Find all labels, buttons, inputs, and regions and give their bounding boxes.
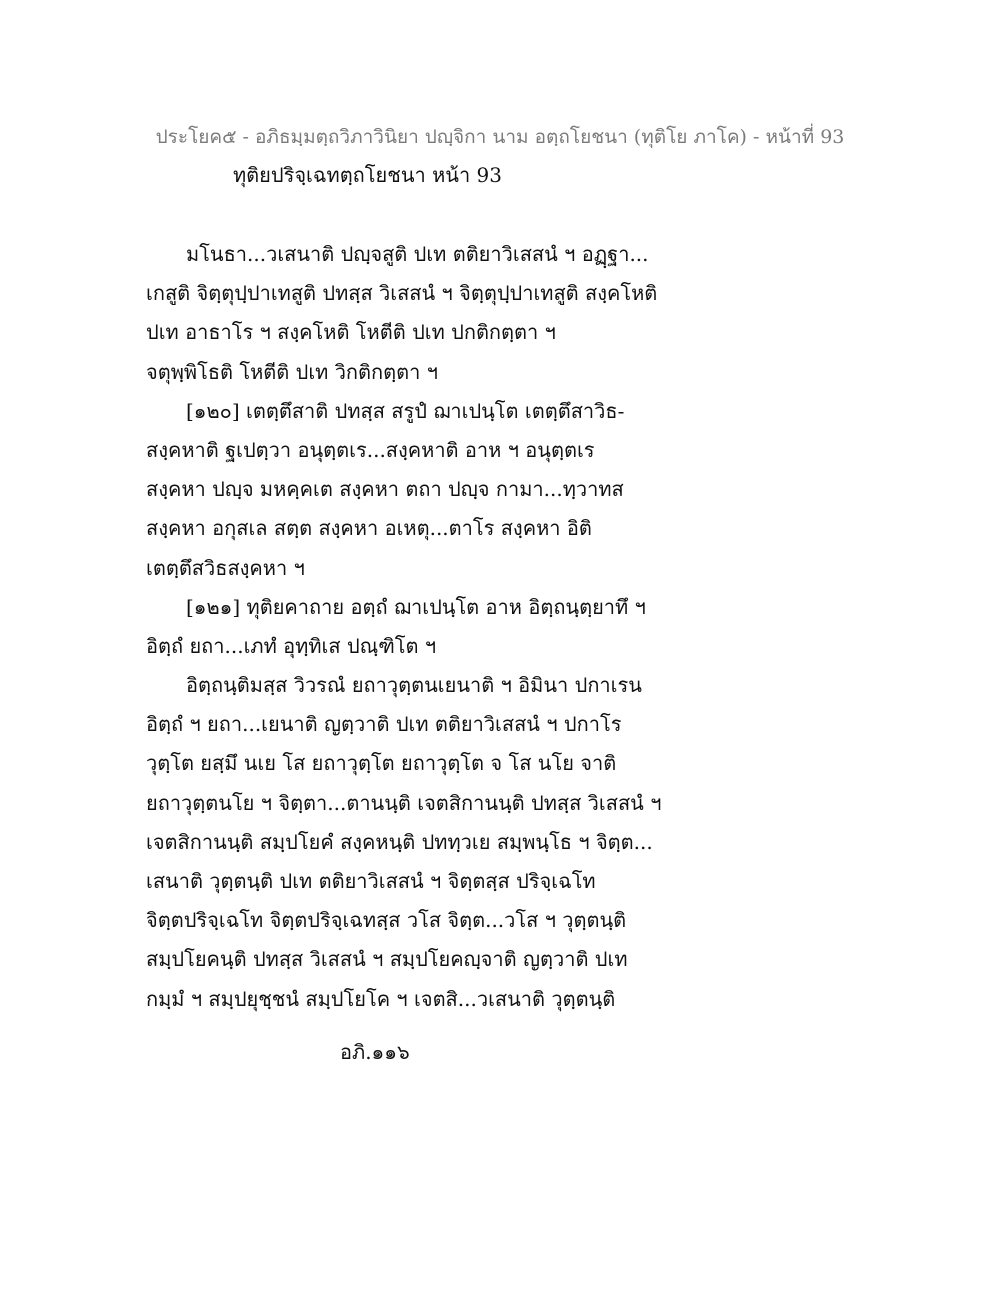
text-line: ยถาวุตฺตนโย ฯ จิตฺตา...ตานนฺติ เจตสิกานนฺติ ปทสฺส วิเสสนํ ฯ (146, 790, 662, 815)
text-line: เจตสิกานนฺติ สมฺปโยคํ สงฺคหนฺติ ปททฺวเย สมฺพนฺโธ ฯ จิตฺต... (146, 829, 653, 854)
text-line: [๑๒๐] เตตฺตึสาติ ปทสฺส สรูปํ ฌาเปนฺโต เตตฺตึสาวิธ- (186, 398, 625, 423)
text-line: สงฺคหา ปญฺจ มหคฺคเต สงฺคหา ตถา ปญฺจ กามา...ทฺวาทส (146, 477, 624, 502)
text-line: อิตฺถนฺติมสฺส วิวรณํ ยถาวุตฺตนเยนาติ ฯ อิมินา ปกาเรน (186, 673, 642, 698)
text-line: กมฺมํ ฯ สมฺปยุชฺชนํ สมฺปโยโค ฯ เจตสิ...วเสนาติ วุตฺตนฺติ (146, 986, 616, 1011)
body-text (146, 235, 866, 1019)
page-footer-marker: อภิ.๑๑๖ (340, 1040, 410, 1064)
running-header: ประโยค๕ - อภิธมฺมตฺถวิภาวินิยา ปญฺจิกา นาม อตฺถโยชนา (ทุติโย ภาโค) - หน้าที่ 93 (155, 126, 845, 148)
text-line: อิตฺถํ ฯ ยถา...เยนาติ ญตฺวาติ ปเท ตติยาวิเสสนํ ฯ ปกาโร (146, 712, 622, 737)
text-line: เตตฺตึสวิธสงฺคหา ฯ (146, 555, 305, 580)
text-line: จตุพฺพิโธติ โหตีติ ปเท วิกติกตฺตา ฯ (146, 359, 438, 384)
text-line: เสนาติ วุตฺตนฺติ ปเท ตติยาวิเสสนํ ฯ จิตฺตสฺส ปริจฺเฉโท (146, 869, 596, 893)
text-line: อิตฺถํ ยถา...เภทํ อุทฺทิเส ปณฺฑิโต ฯ (146, 633, 437, 658)
text-line: วุตฺโต ยสฺมึ นเย โส ยถาวุตฺโต ยถาวุตฺโต จ โส นโย จาติ (146, 751, 617, 776)
text-line: สงฺคหาติ ฐเปตฺวา อนุตฺตเร...สงฺคหาติ อาห ฯ อนุตฺตเร (146, 437, 595, 462)
text-line: เกสูติ จิตฺตุปฺปาเทสูติ ปทสฺส วิเสสนํ ฯ จิตฺตุปฺปาเทสูติ สงฺคโหติ (146, 281, 658, 306)
text-line: มโนธา...วเสนาติ ปญฺจสูติ ปเท ตติยาวิเสสนํ ฯ อฏฺฐา... (186, 242, 649, 266)
text-line: [๑๒๑] ทุติยคาถาย อตฺถํ ฌาเปนฺโต อาห อิตฺถนฺตฺยาทึ ฯ (186, 594, 646, 619)
text-line: สงฺคหา อกุสเล สตฺต สงฺคหา อเหตุ...ตาโร สงฺคหา อิติ (146, 516, 592, 541)
page-heading: ทุติยปริจฺเฉทตฺถโยชนา หน้า 93 (233, 163, 502, 187)
text-line: สมฺปโยคนฺติ ปทสฺส วิเสสนํ ฯ สมฺปโยคญฺจาติ ญตฺวาติ ปเท (146, 947, 628, 972)
text-line: ปเท อาธาโร ฯ สงฺคโหติ โหตีติ ปเท ปกติกตฺตา ฯ (146, 320, 556, 345)
text-line: จิตฺตปริจฺเฉโท จิตฺตปริจฺเฉทสฺส วโส จิตฺต...วโส ฯ วุตฺตนฺติ (146, 908, 627, 933)
